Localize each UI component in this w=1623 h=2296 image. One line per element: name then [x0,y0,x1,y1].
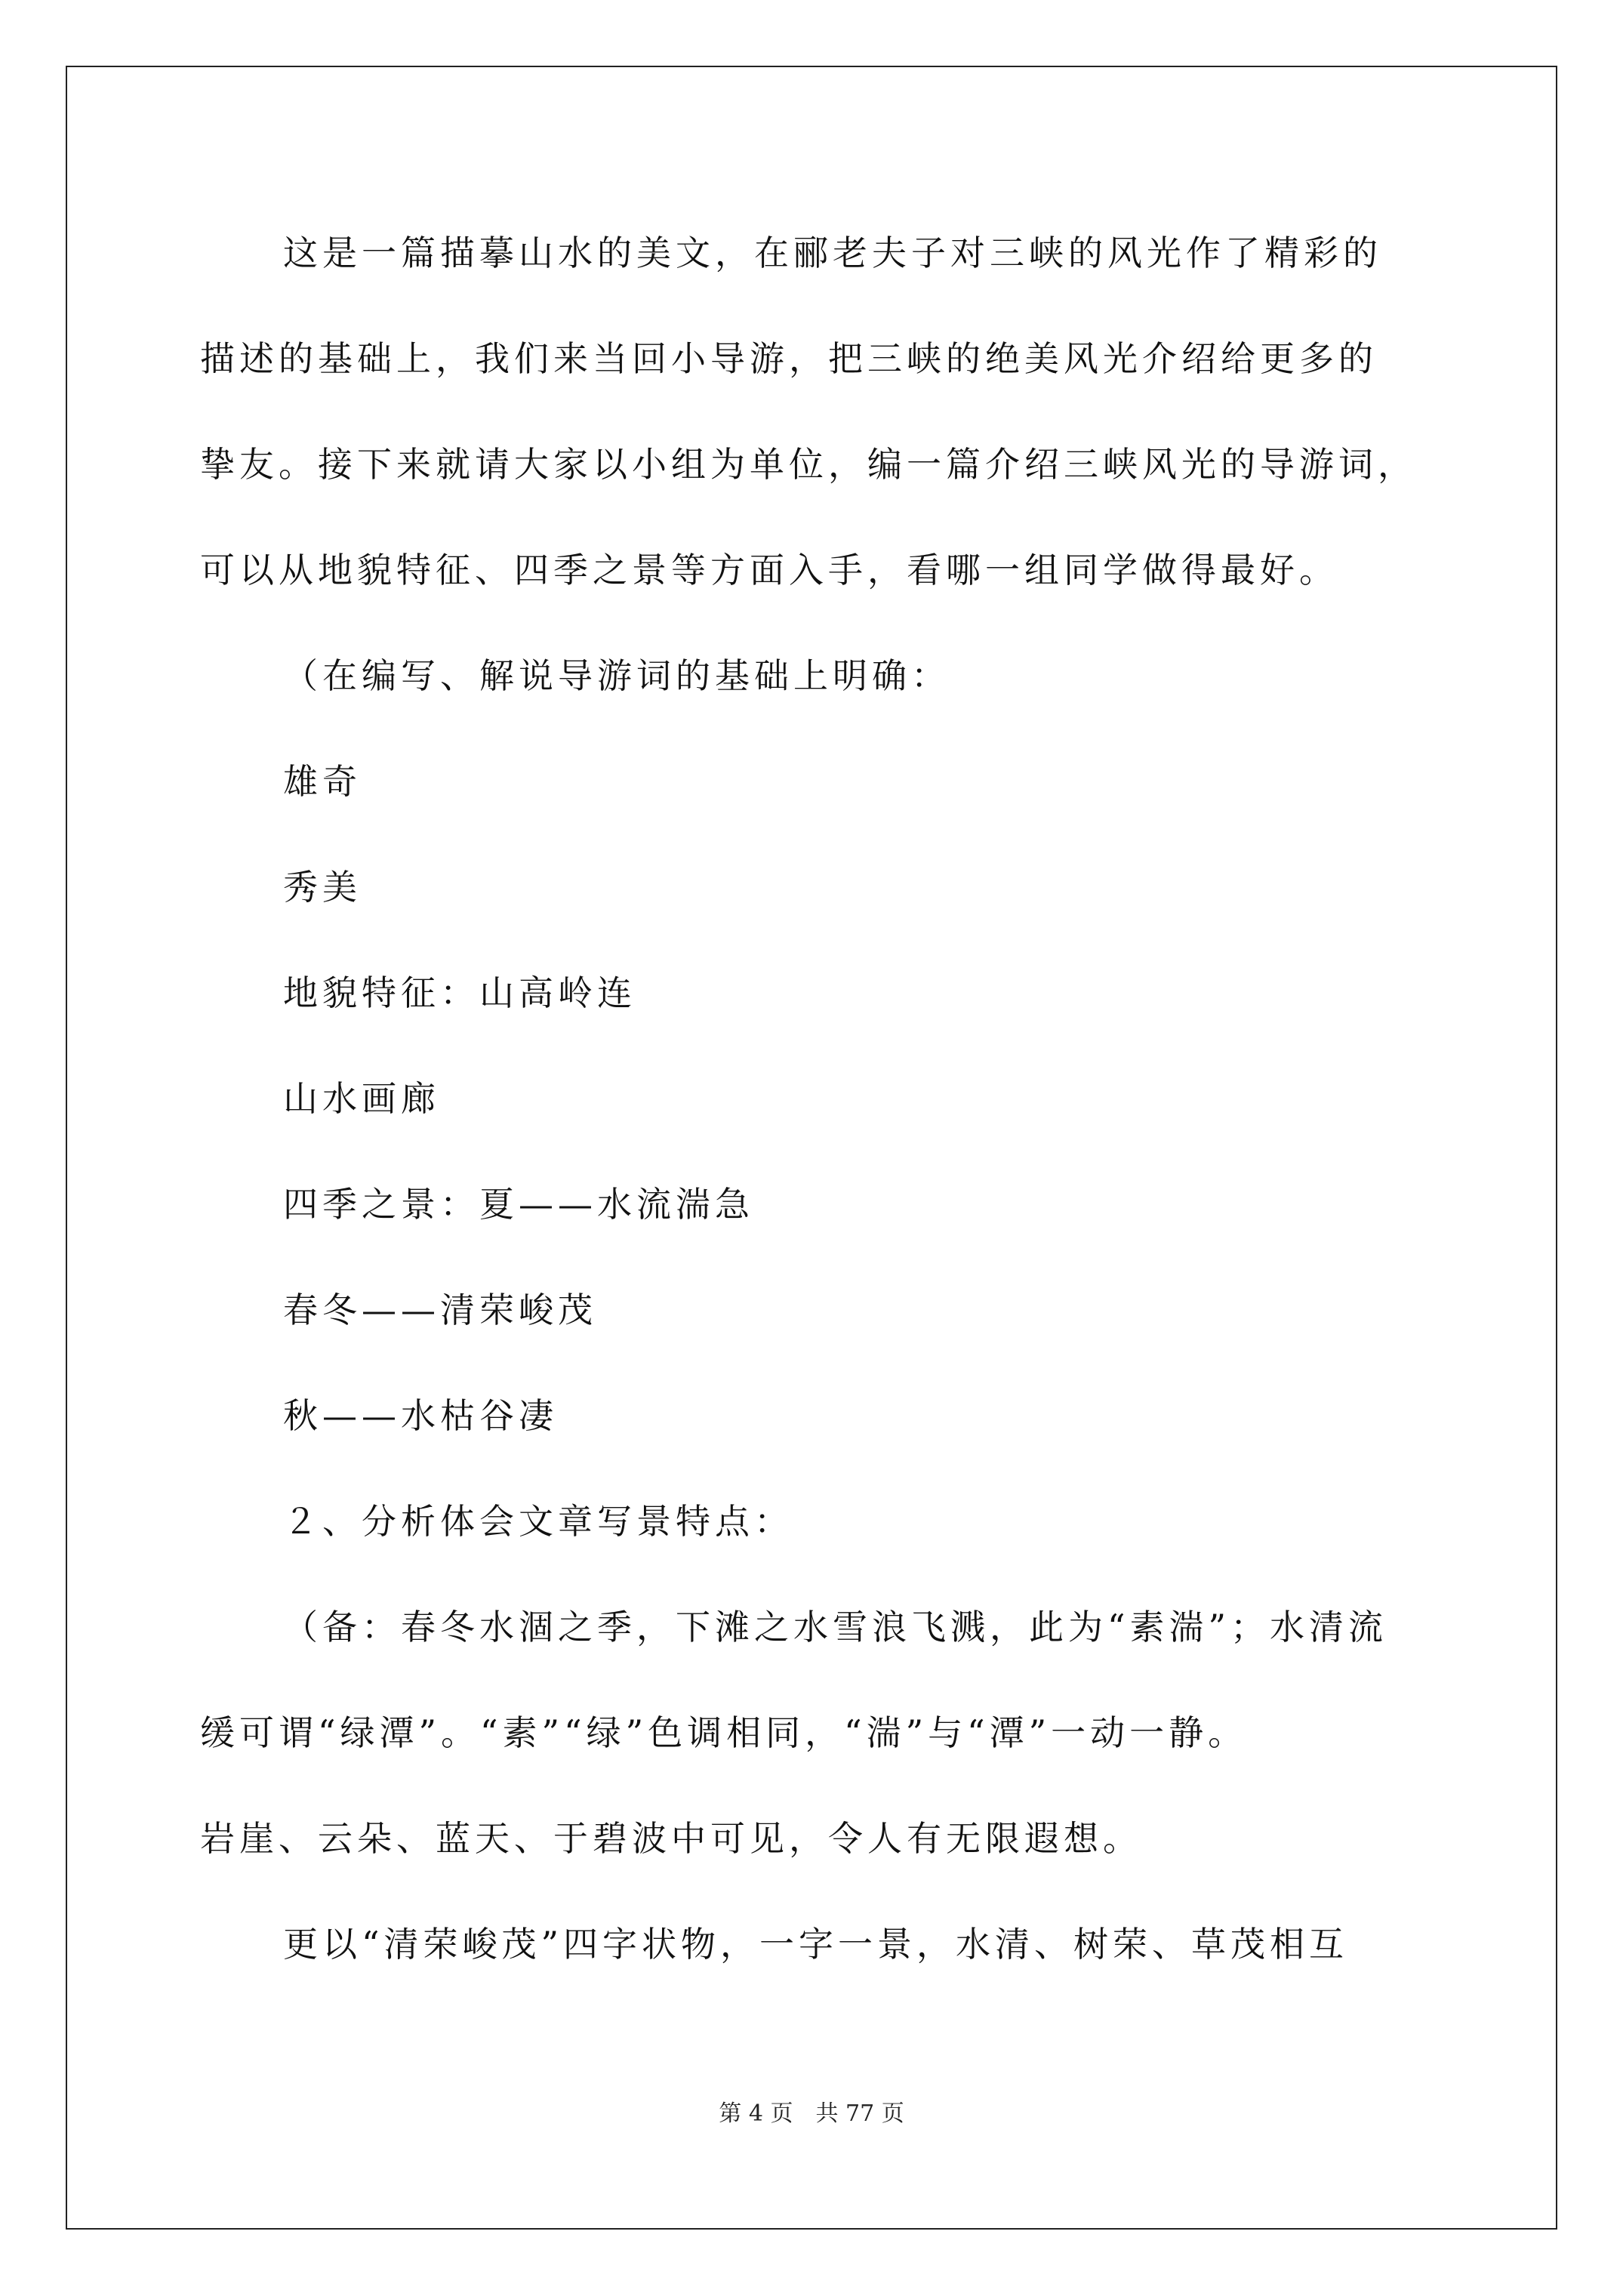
paragraph-line: 挚友。接下来就请大家以小组为单位，编一篇介绍三峡风光的导游词， [200,444,1417,485]
paragraph-line: 四季之景：夏——水流湍急 [283,1184,754,1225]
paragraph-line: 缓可谓“绿潭”。“素”“绿”色调相同，“湍”与“潭”一动一静。 [200,1712,1248,1753]
paragraph-line: 春冬——清荣峻茂 [283,1290,597,1330]
paragraph-line: （备：春冬水涸之季，下滩之水雪浪飞溅，此为“素湍”；水清流 [283,1607,1388,1647]
paragraph-line: 秀美 [283,867,362,908]
paragraph-line: 岩崖、云朵、蓝天、于碧波中可见，令人有无限遐想。 [200,1818,1142,1859]
paragraph-line: 地貌特征：山高岭连 [283,972,636,1013]
page-border [66,66,1557,2230]
paragraph-line: 山水画廊 [283,1078,440,1119]
paragraph-line: 描述的基础上，我们来当回小导游，把三峡的绝美风光介绍给更多的 [200,338,1378,379]
paragraph-line: 可以从地貌特征、四季之景等方面入手，看哪一组同学做得最好。 [200,550,1338,590]
paragraph-line: 雄奇 [283,761,362,802]
paragraph-line: 更以“清荣峻茂”四字状物，一字一景，水清、树荣、草茂相互 [283,1924,1349,1965]
paragraph-line: ２、分析体会文章写景特点： [283,1501,793,1542]
paragraph-line: 秋——水枯谷凄 [283,1395,558,1436]
paragraph-line: （在编写、解说导游词的基础上明确： [283,655,950,696]
paragraph-line: 这是一篇描摹山水的美文，在郦老夫子对三峡的风光作了精彩的 [283,233,1382,273]
page-number-footer: 第 4 页 共 77 页 [719,2100,904,2127]
